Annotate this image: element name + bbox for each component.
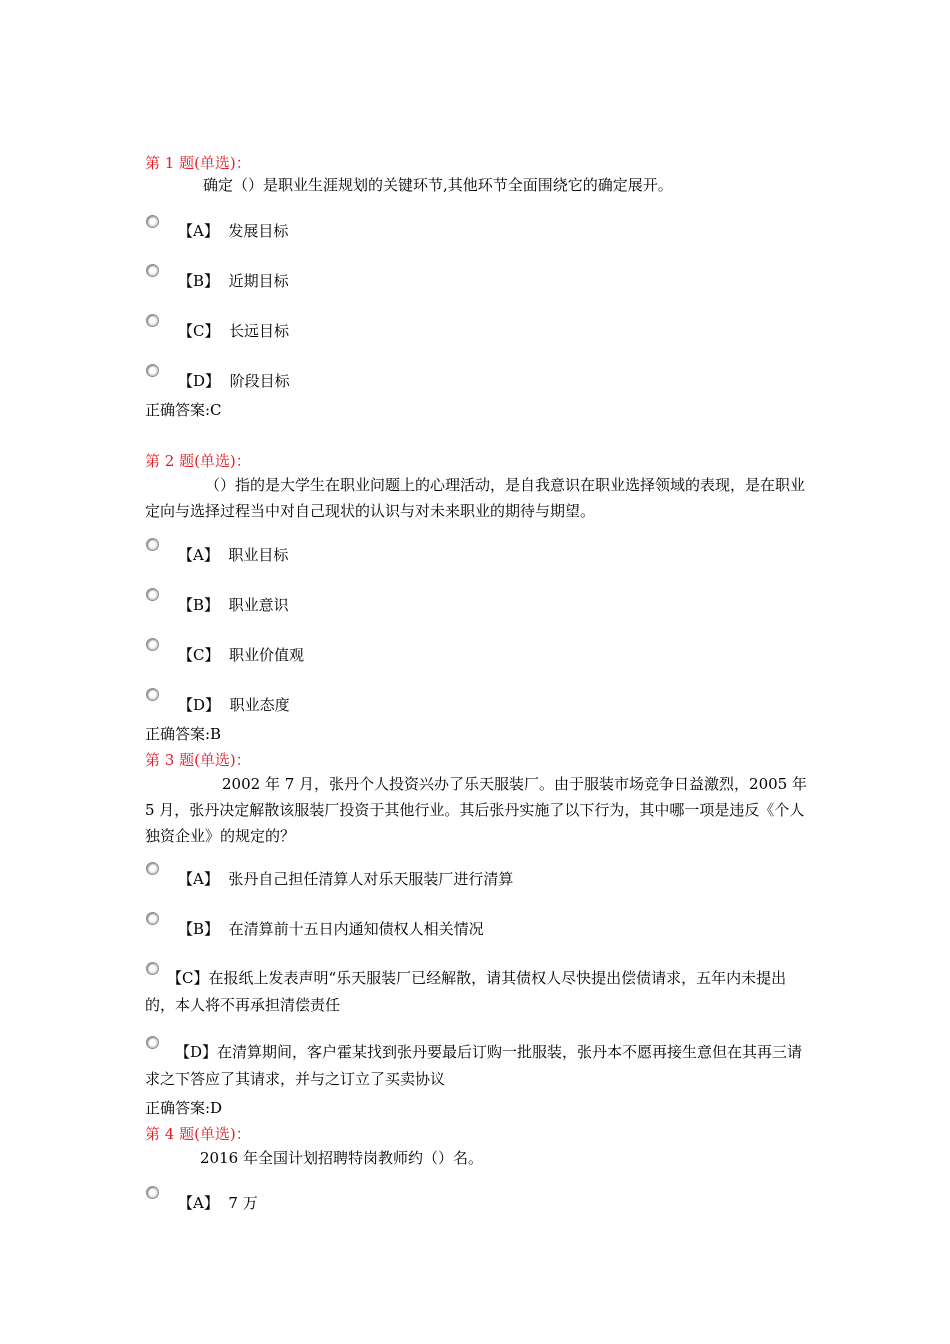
option-text: 职业目标 <box>228 546 289 564</box>
option-text: 近期目标 <box>228 272 289 290</box>
option-key: 【A】 <box>178 1194 219 1212</box>
option-key: 【B】 <box>178 272 220 290</box>
option-key: 【D】 <box>178 372 221 390</box>
option-key: 【C】 <box>178 646 220 664</box>
option-key: 【C】 <box>167 969 209 987</box>
radio-button-q4-a[interactable] <box>146 1186 159 1199</box>
option-q1-c[interactable] <box>178 321 289 341</box>
option-text: 在清算前十五日内通知债权人相关情况 <box>228 920 484 938</box>
option-text: 7 万 <box>228 1194 258 1212</box>
radio-button-q1-c[interactable] <box>146 314 159 327</box>
option-q3-c[interactable] <box>145 965 810 1019</box>
option-text: 在报纸上发表声明“乐天服装厂已经解散，请其债权人尽快提出偿债请求，五年内未提出的，本人将不再承担清偿责任 <box>145 969 787 1014</box>
option-key: 【A】 <box>178 222 219 240</box>
option-q2-d[interactable] <box>178 695 290 715</box>
radio-button-q1-d[interactable] <box>146 364 159 377</box>
radio-button-q2-d[interactable] <box>146 688 159 701</box>
option-text: 长远目标 <box>229 322 290 340</box>
option-q1-d[interactable] <box>178 371 290 391</box>
question-4-stem: 2016 年全国计划招聘特岗教师约（）名。 <box>200 1149 483 1167</box>
option-text: 阶段目标 <box>229 372 290 390</box>
option-q3-d[interactable] <box>145 1039 810 1093</box>
question-2-title: 第 2 题(单选)： <box>145 452 251 470</box>
question-1-answer: 正确答案:C <box>145 401 222 419</box>
option-key: 【A】 <box>178 546 219 564</box>
option-text: 在清算期间，客户霍某找到张丹要最后订购一批服装，张丹本不愿再接生意但在其再三请求之下答应了其请求，并与之订立了买卖协议 <box>145 1043 803 1088</box>
option-q4-a[interactable] <box>178 1193 258 1213</box>
option-text: 张丹自己担任清算人对乐天服装厂进行清算 <box>228 870 514 888</box>
option-key: 【D】 <box>178 696 221 714</box>
option-q1-b[interactable] <box>178 271 289 291</box>
option-text: 发展目标 <box>228 222 289 240</box>
option-key: 【C】 <box>178 322 220 340</box>
option-q2-c[interactable] <box>178 645 304 665</box>
question-1-title: 第 1 题(单选)： <box>145 154 251 172</box>
option-q3-b[interactable] <box>178 919 484 939</box>
option-key: 【B】 <box>178 596 220 614</box>
option-key: 【A】 <box>178 870 219 888</box>
option-text: 职业价值观 <box>229 646 305 664</box>
question-3-stem: 2002 年 7 月，张丹个人投资兴办了乐天服装厂。由于服装市场竞争日益激烈，2005 年 5 月，张丹决定解散该服装厂投资于其他行业。其后张丹实施了以下行为，其中哪一项是违反《个人独资企业》的规定的？ <box>145 775 807 845</box>
question-1-stem: 确定（）是职业生涯规划的关键环节,其他环节全面围绕它的确定展开。 <box>203 176 673 194</box>
radio-button-q2-a[interactable] <box>146 538 159 551</box>
option-q2-b[interactable] <box>178 595 289 615</box>
option-q1-a[interactable] <box>178 221 288 241</box>
option-text: 职业态度 <box>229 696 290 714</box>
question-3-title: 第 3 题(单选)： <box>145 751 251 769</box>
option-key: 【D】 <box>175 1043 218 1061</box>
radio-button-q2-c[interactable] <box>146 638 159 651</box>
option-text: 职业意识 <box>228 596 289 614</box>
radio-button-q1-b[interactable] <box>146 264 159 277</box>
question-4-title: 第 4 题(单选)： <box>145 1125 251 1143</box>
question-3-answer: 正确答案:D <box>145 1099 223 1117</box>
question-2-answer: 正确答案:B <box>145 725 222 743</box>
radio-button-q2-b[interactable] <box>146 588 159 601</box>
option-q3-a[interactable] <box>178 869 513 889</box>
option-key: 【B】 <box>178 920 220 938</box>
radio-button-q3-a[interactable] <box>146 862 159 875</box>
radio-button-q3-b[interactable] <box>146 912 159 925</box>
question-2-stem: （）指的是大学生在职业问题上的心理活动，是自我意识在职业选择领域的表现，是在职业定向与选择过程当中对自己现状的认识与对未来职业的期待与期望。 <box>145 476 806 520</box>
option-q2-a[interactable] <box>178 545 288 565</box>
radio-button-q1-a[interactable] <box>146 215 159 228</box>
